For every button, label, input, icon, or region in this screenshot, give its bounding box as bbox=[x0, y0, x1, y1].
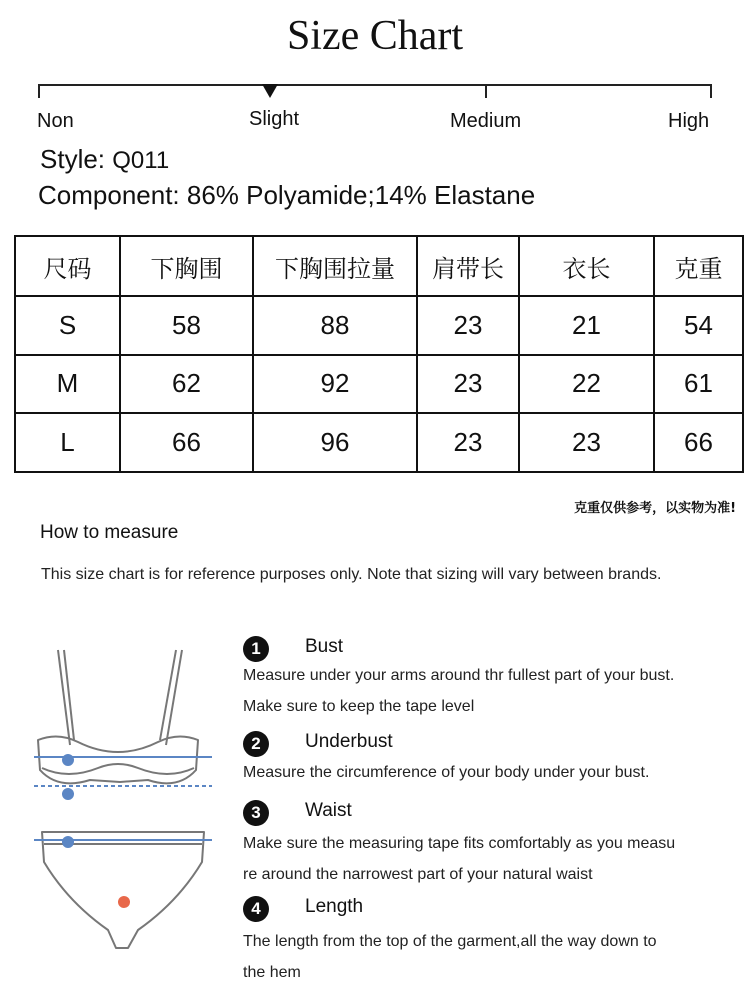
item-title: Waist bbox=[305, 800, 352, 821]
scale-line bbox=[38, 84, 712, 86]
item-desc: Measure the circumference of your body under your bust. bbox=[243, 764, 650, 781]
item-title: Underbust bbox=[305, 731, 393, 752]
item-title: Bust bbox=[305, 636, 344, 657]
scale-arrow-indicator bbox=[262, 84, 278, 98]
panty-outline bbox=[42, 832, 204, 948]
disclaimer-text: This size chart is for reference purposes only. Note that sizing will vary between brands. bbox=[41, 566, 662, 583]
how-to-measure-heading: How to measure bbox=[40, 522, 179, 543]
item-desc: The length from the top of the garment,all the way down to the hem bbox=[243, 933, 657, 981]
header-garment-length: 衣长 bbox=[519, 236, 654, 296]
table-cell: L bbox=[15, 413, 120, 472]
number-1-icon: 1 bbox=[243, 636, 269, 662]
table-row bbox=[15, 355, 743, 414]
scale-tick-non bbox=[38, 84, 40, 98]
header-size: 尺码 bbox=[15, 236, 120, 296]
number-4-icon: 4 bbox=[243, 896, 269, 922]
style-value: Q011 bbox=[112, 147, 170, 174]
table-cell: 66 bbox=[654, 413, 743, 472]
table-cell: 23 bbox=[417, 413, 519, 472]
table-header-row bbox=[15, 236, 743, 296]
scale-label-non: Non bbox=[37, 110, 74, 132]
table-row bbox=[15, 296, 743, 355]
header-underbust-stretch: 下胸围拉量 bbox=[253, 236, 417, 296]
table-cell: 66 bbox=[120, 413, 253, 472]
size-table bbox=[14, 235, 744, 473]
table-cell: 23 bbox=[417, 355, 519, 414]
length-marker bbox=[118, 896, 130, 908]
item-title: Length bbox=[305, 896, 364, 917]
header-weight: 克重 bbox=[654, 236, 743, 296]
number-2-icon: 2 bbox=[243, 731, 269, 757]
page-title: Size Chart bbox=[286, 13, 464, 59]
bra-cups bbox=[38, 736, 198, 783]
table-cell: 23 bbox=[519, 413, 654, 472]
table-cell: 54 bbox=[654, 296, 743, 355]
table-cell: 61 bbox=[654, 355, 743, 414]
table-cell: 96 bbox=[253, 413, 417, 472]
scale-label-slight: Slight bbox=[249, 108, 300, 130]
table-cell: 62 bbox=[120, 355, 253, 414]
scale-tick-high bbox=[710, 84, 712, 98]
item-desc: Make sure the measuring tape fits comfortably as you measu re around the narrowest part of your natural waist bbox=[243, 835, 676, 883]
style-label: Style: bbox=[40, 144, 106, 174]
scale-label-medium: Medium bbox=[450, 110, 522, 132]
header-underbust: 下胸围 bbox=[120, 236, 253, 296]
bust-marker bbox=[62, 754, 74, 766]
header-strap-length: 肩带长 bbox=[417, 236, 519, 296]
table-cell: 92 bbox=[253, 355, 417, 414]
table-cell: M bbox=[15, 355, 120, 414]
table-cell: 88 bbox=[253, 296, 417, 355]
scale-label-high: High bbox=[668, 110, 710, 132]
lingerie-measure-illustration bbox=[28, 640, 218, 960]
stretch-scale bbox=[38, 84, 712, 98]
table-cell: 21 bbox=[519, 296, 654, 355]
number-3-icon: 3 bbox=[243, 800, 269, 826]
item-desc: Measure under your arms around thr fullest part of your bust. Make sure to keep the tape level bbox=[243, 667, 675, 715]
table-cell: S bbox=[15, 296, 120, 355]
table-cell: 22 bbox=[519, 355, 654, 414]
style-line bbox=[40, 144, 169, 175]
weight-note: 克重仅供参考，以实物为准! bbox=[574, 501, 736, 516]
table-cell: 23 bbox=[417, 296, 519, 355]
bra-strap-left bbox=[58, 650, 70, 745]
underbust-marker bbox=[62, 788, 74, 800]
table-row bbox=[15, 413, 743, 472]
scale-tick-medium bbox=[485, 84, 487, 98]
waist-marker bbox=[62, 836, 74, 848]
table-cell: 58 bbox=[120, 296, 253, 355]
component-line: Component: 86% Polyamide;14% Elastane bbox=[38, 180, 536, 210]
